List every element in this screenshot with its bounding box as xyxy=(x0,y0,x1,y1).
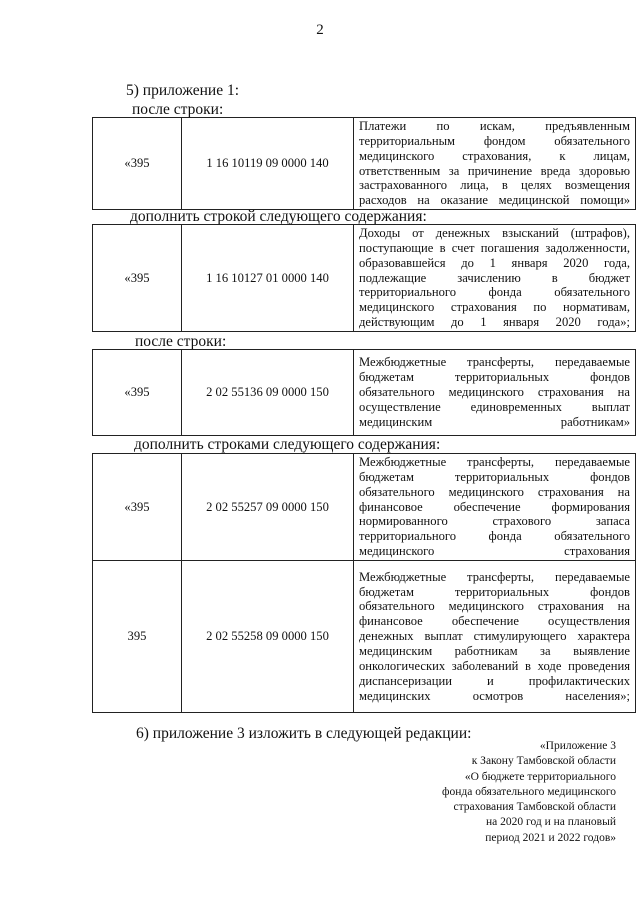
description-text: Межбюджетные трансферты, передаваемые бюджетам территориальных фондов обязательного медицинского страхования на финансовое обеспечение формирования нормированного страхового запаса территориального фонда обязательного медицинского страхования xyxy=(359,455,630,559)
item-5-heading: 5) приложение 1: xyxy=(126,82,240,99)
appendix-reference-block xyxy=(416,739,616,846)
budget-code-cell: 1 16 10119 09 0000 140 xyxy=(182,118,354,210)
appendix-line: на 2020 год и на плановый xyxy=(486,816,616,829)
description-text: Межбюджетные трансферты, передаваемые бюджетам территориальных фондов обязательного медицинского страхования на финансовое обеспечение осуществления денежных выплат стимулирующего характера медицинским работникам за выявление онкологических заболеваний в ходе проведения диспансеризации и профилактических медицинских осмотров населения»; xyxy=(359,569,630,703)
table-row xyxy=(93,225,636,332)
description-cell xyxy=(354,350,636,436)
description-text: Межбюджетные трансферты, передаваемые бюджетам территориальных фондов обязательного медицинского страхования на осуществление единовременных выплат медицинским работникам» xyxy=(359,355,630,429)
description-cell xyxy=(354,454,636,561)
admin-code-cell: 395 xyxy=(93,561,182,713)
appendix-line: страхования Тамбовской области xyxy=(453,801,616,814)
table-row xyxy=(93,350,636,436)
appendix-line: к Закону Тамбовской области xyxy=(471,755,616,768)
admin-code-cell: «395 xyxy=(93,225,182,332)
table-row xyxy=(93,118,636,210)
budget-code-cell: 2 02 55258 09 0000 150 xyxy=(182,561,354,713)
table-after-row-2 xyxy=(92,349,636,436)
after-row-label-1: после строки: xyxy=(132,101,224,118)
table-row xyxy=(93,561,636,713)
appendix-line: фонда обязательного медицинского xyxy=(442,785,616,798)
add-rows-label-2: дополнить строками следующего содержания: xyxy=(134,436,441,453)
appendix-line: «Приложение 3 xyxy=(539,740,616,752)
admin-code-cell: «395 xyxy=(93,454,182,561)
item-6-heading: 6) приложение 3 изложить в следующей редакции: xyxy=(136,725,472,742)
budget-code-cell: 2 02 55136 09 0000 150 xyxy=(182,350,354,436)
admin-code-cell: «395 xyxy=(93,118,182,210)
after-row-label-2: после строки: xyxy=(135,333,227,350)
page-number: 2 xyxy=(316,22,324,38)
appendix-line: период 2021 и 2022 годов» xyxy=(485,831,616,844)
table-added-row-1 xyxy=(92,224,636,332)
admin-code-cell: «395 xyxy=(93,350,182,436)
description-cell xyxy=(354,118,636,210)
table-row xyxy=(93,454,636,561)
table-after-row-1 xyxy=(92,117,636,210)
table-added-rows-2 xyxy=(92,453,636,713)
description-cell xyxy=(354,225,636,332)
description-text: Доходы от денежных взысканий (штрафов), поступающие в счет погашения задолженности, образовавшейся до 1 января 2020 года, подлежащие зачислению в бюджет территориального фонда обязательного медицинского страхования по нормативам, действующим до 1 января 2020 года»; xyxy=(359,226,630,330)
add-row-label-1: дополнить строкой следующего содержания: xyxy=(130,208,427,225)
description-cell xyxy=(354,561,636,713)
appendix-line: «О бюджете территориального xyxy=(464,770,616,783)
description-text: Платежи по искам, предъявленным территориальным фондом обязательного медицинского страхования, к лицам, ответственным за причинение вреда здоровью застрахованного лица, в целях возмещения расходов на оказание медицинской помощи» xyxy=(359,119,630,208)
budget-code-cell: 1 16 10127 01 0000 140 xyxy=(182,225,354,332)
budget-code-cell: 2 02 55257 09 0000 150 xyxy=(182,454,354,561)
